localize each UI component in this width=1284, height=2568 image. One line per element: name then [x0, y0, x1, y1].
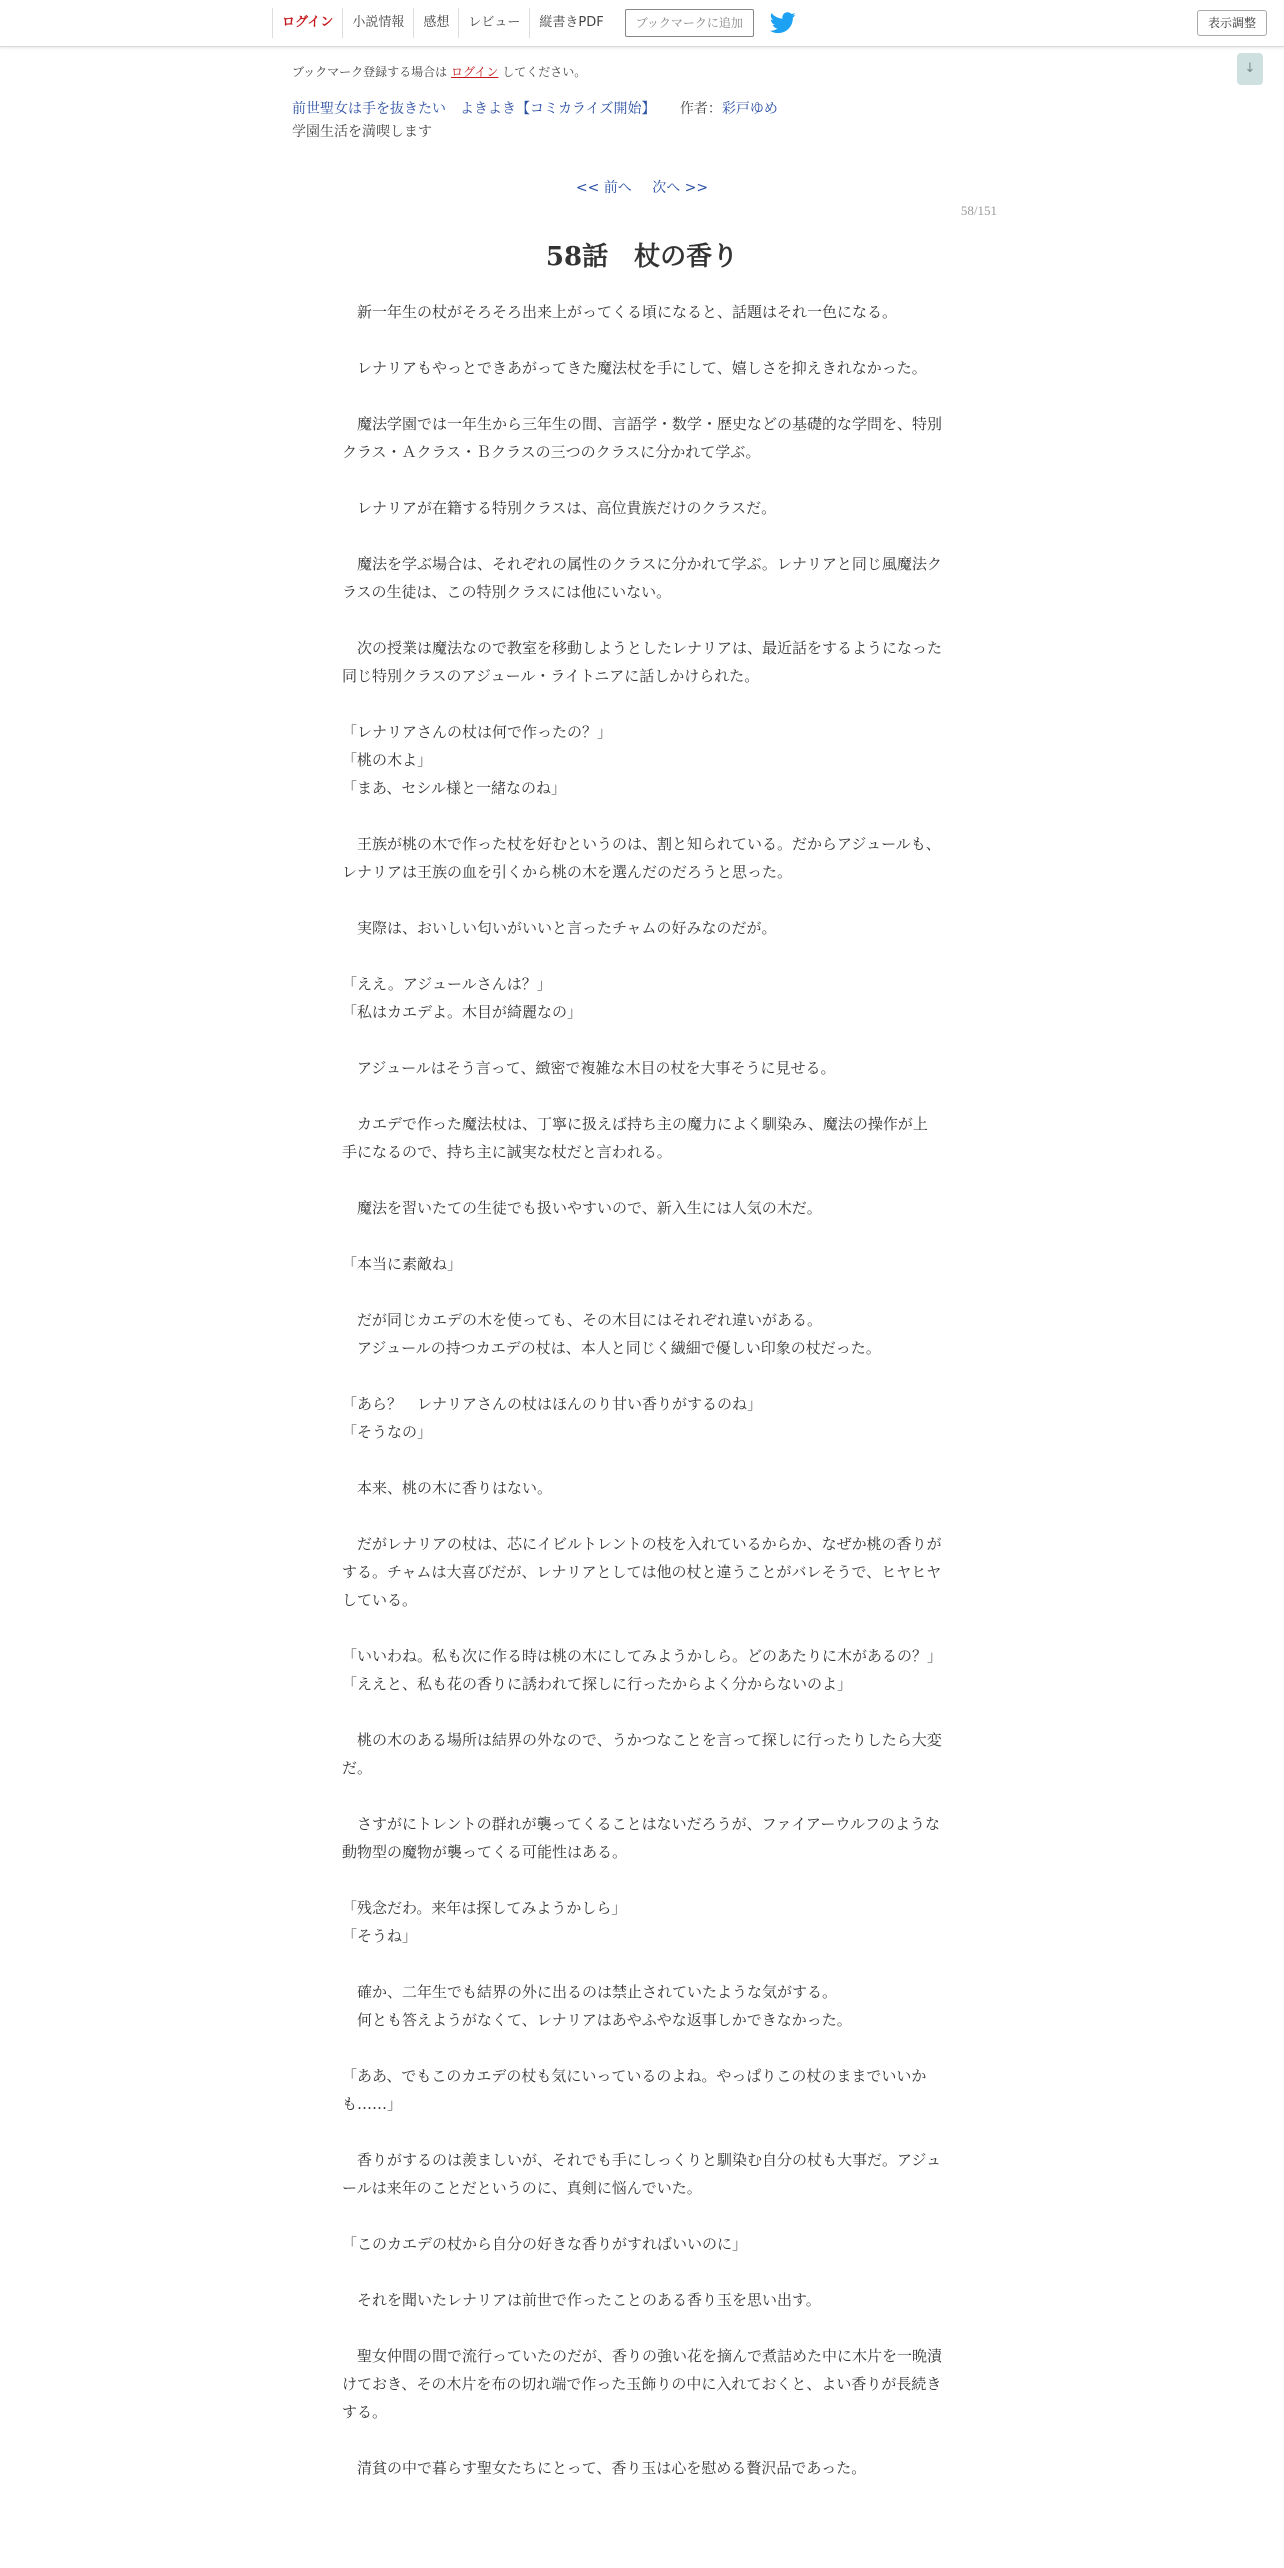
novel-paragraph: 「レナリアさんの杖は何で作ったの？」: [342, 723, 613, 741]
novel-paragraph: 桃の木のある場所は結界の外なので、うかつなことを言って探しに行ったりしたら大変だ。: [342, 1731, 942, 1777]
paragraph-gap: [342, 522, 942, 550]
paragraph-gap: [342, 1950, 942, 1978]
paragraph-gap: [342, 1082, 942, 1110]
novel-paragraph: 香りがするのは羨ましいが、それでも手にしっくりと馴染む自分の杖も大事だ。アジュールは来年のことだというのに、真剣に悩んでいた。: [342, 2151, 942, 2197]
episode-title: 58話 杖の香り: [545, 242, 739, 272]
novel-paragraph: レナリアが在籍する特別クラスは、高位貴族だけのクラスだ。: [342, 499, 777, 517]
nav-impressions[interactable]: 感想: [413, 8, 458, 38]
twitter-icon[interactable]: [770, 12, 796, 34]
paragraph-gap: [342, 886, 942, 914]
novel-paragraph: 「ええ。アジュールさんは？」: [342, 975, 552, 993]
novel-paragraph: 王族が桃の木で作った杖を好むというのは、割と知られている。だからアジュールも、レナリアは王族の血を引くから桃の木を選んだのだろうと思った。: [342, 835, 941, 881]
top-navbar: [0, 0, 1284, 47]
paragraph-gap: [342, 942, 942, 970]
notice-prefix: ブックマーク登録する場合は: [292, 65, 448, 79]
paragraph-gap: [342, 690, 942, 718]
novel-paragraph: 聖女仲間の間で流行っていたのだが、香りの強い花を摘んで煮詰めた中に木片を一晩漬けておき、その木片を布の切れ端で作った玉飾りの中に入れておくと、よい香りが長続きする。: [342, 2347, 943, 2421]
prev-link[interactable]: << 前へ: [575, 180, 632, 196]
novel-paragraph: 「ああ、でもこのカエデの杖も気にいっているのよね。やっぱりこの杖のままでいいかも……」: [342, 2067, 927, 2113]
paragraph-gap: [342, 2118, 942, 2146]
novel-paragraph: 次の授業は魔法なので教室を移動しようとしたレナリアは、最近話をするようになった同じ特別クラスのアジュール・ライトニアに話しかけられた。: [342, 639, 943, 685]
paragraph-gap: [342, 802, 942, 830]
paragraph-gap: [342, 1166, 942, 1194]
paragraph-gap: [342, 1502, 942, 1530]
novel-paragraph: 「いいわね。私も次に作る時は桃の木にしてみようかしら。どのあたりに木があるの？」: [342, 1647, 943, 1665]
paragraph-gap: [342, 326, 942, 354]
novel-paragraph: 「桃の木よ」: [342, 751, 433, 769]
author-label: 作者：: [679, 101, 722, 117]
paragraph-gap: [342, 382, 942, 410]
scroll-down-button[interactable]: ↓: [1237, 53, 1263, 85]
novel-paragraph: 実際は、おいしい匂いがいいと言ったチャムの好みなのだが。: [342, 919, 777, 937]
novel-paragraph: 「残念だわ。来年は探してみようかしら」: [342, 1899, 627, 1917]
display-settings-button[interactable]: 表示調整: [1197, 10, 1267, 36]
next-link[interactable]: 次へ >>: [652, 180, 709, 196]
series-title-link[interactable]: 前世聖女は手を抜きたい よきよき【コミカライズ開始】: [292, 101, 656, 117]
novel-paragraph: 「そうね」: [342, 1927, 418, 1945]
paragraph-gap: [342, 1446, 942, 1474]
novel-paragraph: 「本当に素敵ね」: [342, 1255, 463, 1273]
novel-paragraph: 魔法学園では一年生から三年生の間、言語学・数学・歴史などの基礎的な学問を、特別クラス・Ａクラス・Ｂクラスの三つのクラスに分かれて学ぶ。: [342, 415, 943, 461]
paragraph-gap: [342, 1278, 942, 1306]
paragraph-gap: [342, 1614, 942, 1642]
main-nav: [272, 8, 796, 38]
series-info: [292, 98, 778, 118]
nav-novel-info[interactable]: 小説情報: [342, 8, 413, 38]
paragraph-gap: [342, 2426, 942, 2454]
novel-paragraph: 新一年生の杖がそろそろ出来上がってくる頃になると、話題はそれ一色になる。: [342, 303, 898, 321]
paragraph-gap: [342, 1026, 942, 1054]
novel-paragraph: だがレナリアの杖は、芯にイビルトレントの枝を入れているからか、なぜか桃の香りがする。チャムは大喜びだが、レナリアとしては他の杖と違うことがバレそうで、ヒヤヒヤしている。: [342, 1535, 942, 1609]
novel-paragraph: 「私はカエデよ。木目が綺麗なの」: [342, 1003, 583, 1021]
novel-paragraph: 清貧の中で暮らす聖女たちにとって、香り玉は心を慰める贅沢品であった。: [342, 2459, 867, 2477]
notice-login-link[interactable]: ログイン: [451, 65, 499, 79]
paragraph-gap: [342, 2034, 942, 2062]
paragraph-gap: [342, 1866, 942, 1894]
paragraph-gap: [342, 2314, 942, 2342]
paragraph-gap: [342, 2202, 942, 2230]
author-link[interactable]: 彩戸ゆめ: [721, 101, 778, 117]
novel-paragraph: 魔法を習いたての生徒でも扱いやすいので、新入生には人気の木だ。: [342, 1199, 822, 1217]
novel-paragraph: レナリアもやっとできあがってきた魔法杖を手にして、嬉しさを抑えきれなかった。: [342, 359, 927, 377]
novel-paragraph: アジュールの持つカエデの杖は、本人と同じく繊細で優しい印象の杖だった。: [342, 1339, 881, 1357]
paragraph-gap: [342, 466, 942, 494]
novel-paragraph: さすがにトレントの群れが襲ってくることはないだろうが、ファイアーウルフのような動物型の魔物が襲ってくる可能性はある。: [342, 1815, 940, 1861]
paragraph-gap: [342, 1782, 942, 1810]
novel-paragraph: 「そうなの」: [342, 1423, 433, 1441]
novel-paragraph: 何とも答えようがなくて、レナリアはあやふやな返事しかできなかった。: [342, 2011, 852, 2029]
novel-paragraph: 「このカエデの杖から自分の好きな香りがすればいいのに」: [342, 2235, 748, 2253]
novel-paragraph: 確か、二年生でも結界の外に出るのは禁止されていたような気がする。: [342, 1983, 838, 2001]
novel-paragraph: 本来、桃の木に香りはない。: [342, 1479, 553, 1497]
add-bookmark-button[interactable]: ブックマークに追加: [625, 9, 754, 37]
novel-paragraph: それを聞いたレナリアは前世で作ったことのある香り玉を思い出す。: [342, 2291, 821, 2309]
paragraph-gap: [342, 606, 942, 634]
novel-paragraph: カエデで作った魔法杖は、丁寧に扱えば持ち主の魔力によく馴染み、魔法の操作が上手になるので、持ち主に誠実な杖だと言われる。: [342, 1115, 928, 1161]
chapter-group-title: 学園生活を満喫します: [292, 124, 432, 140]
novel-paragraph: 魔法を学ぶ場合は、それぞれの属性のクラスに分かれて学ぶ。レナリアと同じ風魔法クラスの生徒は、この特別クラスには他にいない。: [342, 555, 942, 601]
nav-review[interactable]: レビュー: [458, 8, 529, 38]
nav-login[interactable]: ログイン: [272, 8, 342, 38]
nav-vertical-pdf[interactable]: 縦書きPDF: [529, 8, 612, 38]
novel-paragraph: 「あら？ レナリアさんの杖はほんのり甘い香りがするのね」: [342, 1395, 763, 1413]
novel-paragraph: 「まあ、セシル様と一緒なのね」: [342, 779, 567, 797]
novel-paragraph: だが同じカエデの木を使っても、その木目にはそれぞれ違いがある。: [342, 1311, 823, 1329]
paragraph-gap: [342, 1362, 942, 1390]
bookmark-login-notice: [292, 63, 586, 80]
paragraph-gap: [342, 1698, 942, 1726]
novel-paragraph: 「ええと、私も花の香りに誘われて探しに行ったからよく分からないのよ」: [342, 1675, 853, 1693]
paragraph-gap: [342, 1222, 942, 1250]
paragraph-gap: [342, 2258, 942, 2286]
novel-paragraph: アジュールはそう言って、緻密で複雑な木目の杖を大事そうに見せる。: [342, 1059, 836, 1077]
pager: [0, 177, 1284, 197]
notice-suffix: してください。: [502, 65, 587, 79]
novel-body: [342, 298, 942, 2482]
page-count: 58/151: [960, 203, 997, 218]
